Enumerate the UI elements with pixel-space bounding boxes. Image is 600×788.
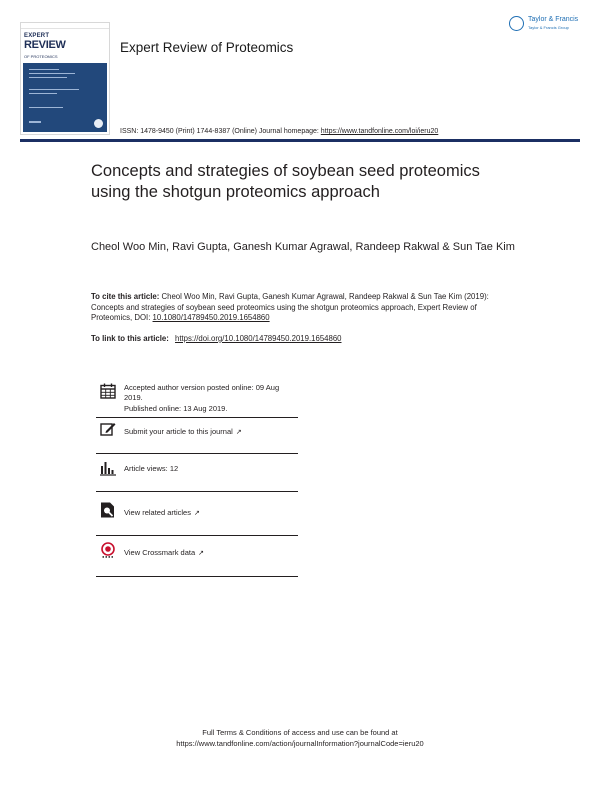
cover-blue-panel bbox=[23, 63, 107, 132]
submit-article-row[interactable] bbox=[96, 421, 296, 453]
accepted-date-text: Accepted author version posted online: 09 Aug 2019. bbox=[124, 383, 280, 402]
metrics-divider bbox=[96, 491, 298, 492]
edit-icon bbox=[100, 421, 116, 437]
external-link-icon: ↗ bbox=[198, 550, 205, 557]
bar-chart-icon bbox=[100, 460, 116, 476]
external-link-icon: ↗ bbox=[235, 429, 242, 436]
metrics-divider bbox=[96, 535, 298, 536]
article-link-line bbox=[91, 334, 342, 343]
publisher-logo-icon bbox=[509, 16, 524, 31]
header-divider bbox=[20, 139, 580, 142]
journal-homepage-link[interactable]: https://www.tandfonline.com/loi/ieru20 bbox=[320, 128, 439, 135]
published-date-text: Published online: 13 Aug 2019. bbox=[124, 404, 228, 413]
metrics-divider bbox=[96, 453, 298, 454]
journal-name[interactable]: Expert Review of Proteomics bbox=[120, 40, 294, 55]
cover-title-line-1: EXPERT bbox=[24, 33, 50, 39]
author-list: Cheol Woo Min, Ravi Gupta, Ganesh Kumar Agrawal, Randeep Rakwal & Sun Tae Kim bbox=[91, 241, 515, 253]
submit-article-link[interactable] bbox=[124, 427, 299, 438]
publication-dates-row bbox=[96, 381, 296, 417]
external-link-icon: ↗ bbox=[193, 510, 200, 517]
related-articles-link[interactable] bbox=[124, 508, 299, 519]
cover-title-line-3: OF PROTEOMICS bbox=[24, 54, 58, 59]
submit-article-label: Submit your article to this journal bbox=[124, 427, 233, 436]
footer-journal-info-link[interactable]: https://www.tandfonline.com/action/journalInformation?journalCode=ieru20 bbox=[176, 739, 424, 748]
crossmark-label: View Crossmark data bbox=[124, 548, 196, 557]
crossmark-row[interactable] bbox=[96, 542, 296, 570]
cover-title-line-2: REVIEW bbox=[24, 39, 66, 51]
issn-text: ISSN: 1478-9450 (Print) 1744-8387 (Online) Journal homepage: bbox=[120, 128, 319, 135]
crossmark-icon bbox=[100, 542, 116, 558]
metrics-divider bbox=[96, 576, 298, 577]
search-document-icon bbox=[100, 502, 116, 518]
cover-top-strip bbox=[21, 23, 109, 29]
publisher-name: Taylor & Francis bbox=[528, 16, 579, 23]
calendar-icon bbox=[100, 383, 116, 399]
citation-text: Cheol Woo Min, Ravi Gupta, Ganesh Kumar Agrawal, Randeep Rakwal & Sun Tae Kim (2019): Concepts and strategies of soybean seed proteomics using the shotgun proteomics approach, Expert Review of Proteomics, DOI: bbox=[91, 292, 489, 322]
article-link-label: To link to this article: bbox=[91, 334, 169, 343]
footer-terms-line: Full Terms & Conditions of access and use can be found at bbox=[202, 728, 398, 737]
crossmark-link[interactable] bbox=[124, 548, 299, 559]
citation-block bbox=[91, 292, 501, 324]
article-views-text: Article views: 12 bbox=[124, 464, 179, 473]
publisher-tagline: Taylor & Francis Group bbox=[528, 25, 569, 30]
citation-doi-link[interactable]: 10.1080/14789450.2019.1654860 bbox=[152, 313, 270, 322]
metrics-divider bbox=[96, 417, 298, 418]
related-articles-row[interactable] bbox=[96, 502, 296, 528]
article-views-row bbox=[96, 458, 296, 490]
issn-line bbox=[120, 128, 438, 135]
article-title: Concepts and strategies of soybean seed proteomics using the shotgun proteomics approach bbox=[91, 162, 480, 201]
related-articles-label: View related articles bbox=[124, 508, 191, 517]
citation-label: To cite this article: bbox=[91, 292, 160, 301]
footer-terms bbox=[0, 727, 600, 749]
journal-cover-image bbox=[20, 22, 110, 135]
article-doi-url[interactable]: https://doi.org/10.1080/14789450.2019.1654860 bbox=[175, 334, 342, 343]
